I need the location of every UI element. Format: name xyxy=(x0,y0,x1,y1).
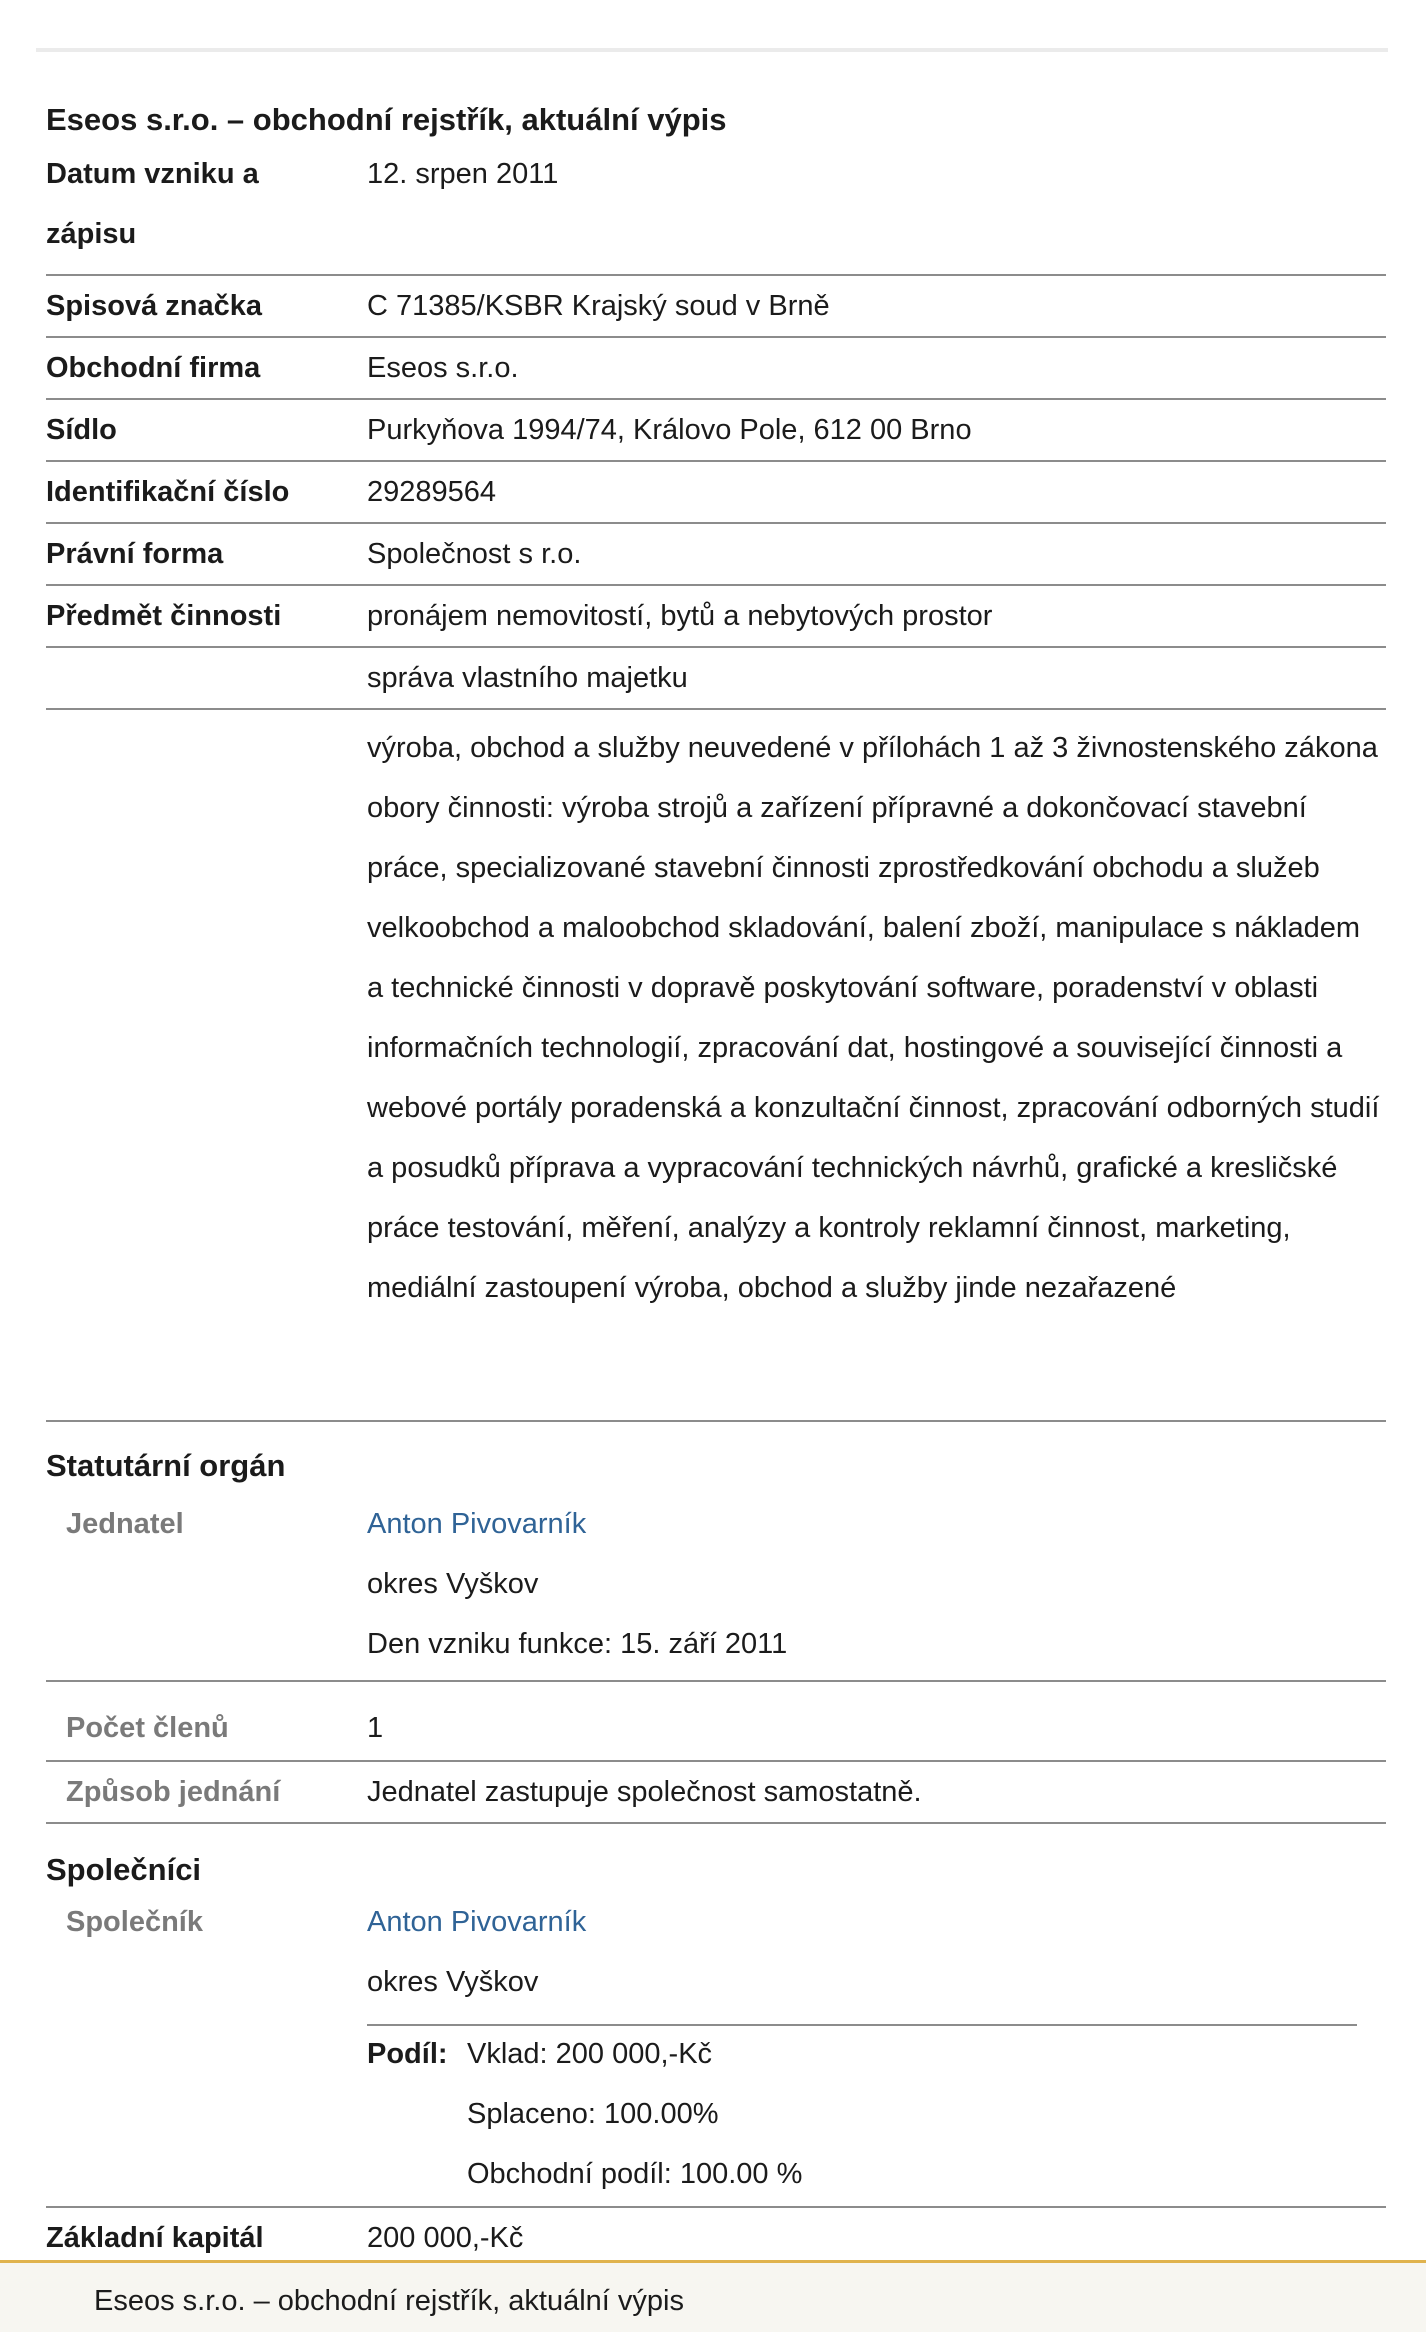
footer-title: Eseos s.r.o. – obchodní rejstřík, aktuální výpis xyxy=(94,2285,684,2317)
row-label: Identifikační číslo xyxy=(46,476,290,508)
row-label: Jednatel xyxy=(66,1508,184,1540)
row-registered-office xyxy=(46,400,1386,462)
row-member-count xyxy=(46,1682,1386,1762)
row-label: Společník xyxy=(66,1906,203,1938)
row-business-activity xyxy=(46,586,1386,648)
row-company-id xyxy=(46,462,1386,524)
row-label: Právní forma xyxy=(46,538,224,570)
row-value: správa vlastního majetku xyxy=(367,662,688,694)
partner-district: okres Vyškov xyxy=(367,1966,539,1998)
row-business-activity-3 xyxy=(46,710,1386,1422)
row-value: pronájem nemovitostí, bytů a nebytových prostor xyxy=(367,600,993,632)
row-value: 1 xyxy=(367,1712,384,1744)
row-label: Způsob jednání xyxy=(66,1776,281,1808)
row-value: 200 000,-Kč xyxy=(367,2222,524,2254)
page-title: Eseos s.r.o. – obchodní rejstřík, aktuální výpis xyxy=(46,102,727,137)
row-value: Purkyňova 1994/74, Královo Pole, 612 00 Brno xyxy=(367,414,972,446)
register-extract-card xyxy=(36,48,1388,2254)
footer-bar xyxy=(0,2260,1426,2332)
share-deposit: Vklad: 200 000,-Kč xyxy=(467,2038,713,2070)
row-value: výroba, obchod a služby neuvedené v přílohách 1 až 3 živnostenského zákona obory činnosti: výroba strojů a zařízení přípravné a dokončovací stavební práce, specializované stavební činnosti zprostředkování obchodu a služeb velkoobchod a maloobchod skladování, balení zboží, manipulace s nákladem a technické činnosti v dopravě poskytování software, poradenství v oblasti informačních technologií, zpracování dat, hostingové a související činnosti a webové portály poradenská a konzultační činnost, zpracování odborných studií a posudků příprava a vypracování technických návrhů, grafické a kresličské práce testování, měření, analýzy a kontroly reklamní činnost, marketing, mediální zastoupení výroba, obchod a služby jinde nezařazené xyxy=(367,732,1380,1304)
director-function-since: Den vzniku funkce: 15. září 2011 xyxy=(367,1628,788,1660)
person-link[interactable]: Anton Pivovarník xyxy=(367,1906,587,1938)
director-district: okres Vyškov xyxy=(367,1568,539,1600)
row-value: 29289564 xyxy=(367,476,497,508)
row-company-name xyxy=(46,338,1386,400)
row-value: Eseos s.r.o. xyxy=(367,352,519,384)
row-partner xyxy=(46,1884,1386,2208)
row-value: C 71385/KSBR Krajský soud v Brně xyxy=(367,290,830,322)
section-heading-partners: Společníci xyxy=(46,1852,202,1887)
share-business-share: Obchodní podíl: 100.00 % xyxy=(467,2158,803,2190)
row-acting-method xyxy=(46,1762,1386,1824)
share-paid: Splaceno: 100.00% xyxy=(467,2098,719,2130)
row-label: Obchodní firma xyxy=(46,352,261,384)
row-legal-form xyxy=(46,524,1386,586)
row-label: Spisová značka xyxy=(46,290,262,322)
person-link[interactable]: Anton Pivovarník xyxy=(367,1508,587,1540)
section-heading-statutory-body: Statutární orgán xyxy=(46,1448,286,1483)
row-statutory-director xyxy=(46,1480,1386,1682)
share-label: Podíl: xyxy=(367,2038,448,2070)
row-label: Předmět činnosti xyxy=(46,600,282,632)
partner-name-link[interactable] xyxy=(367,1892,1382,1952)
row-label: Sídlo xyxy=(46,414,117,446)
row-founding-date xyxy=(46,140,1386,276)
row-value: Jednatel zastupuje společnost samostatně. xyxy=(367,1776,922,1808)
row-business-activity-2 xyxy=(46,648,1386,710)
row-label: Datum vzniku a zápisu xyxy=(46,158,259,250)
row-file-number xyxy=(46,276,1386,338)
row-label: Počet členů xyxy=(66,1712,229,1744)
row-label: Základní kapitál xyxy=(46,2222,264,2254)
row-value: 12. srpen 2011 xyxy=(367,158,559,190)
director-name-link[interactable] xyxy=(367,1494,1382,1554)
row-value: Společnost s r.o. xyxy=(367,538,582,570)
